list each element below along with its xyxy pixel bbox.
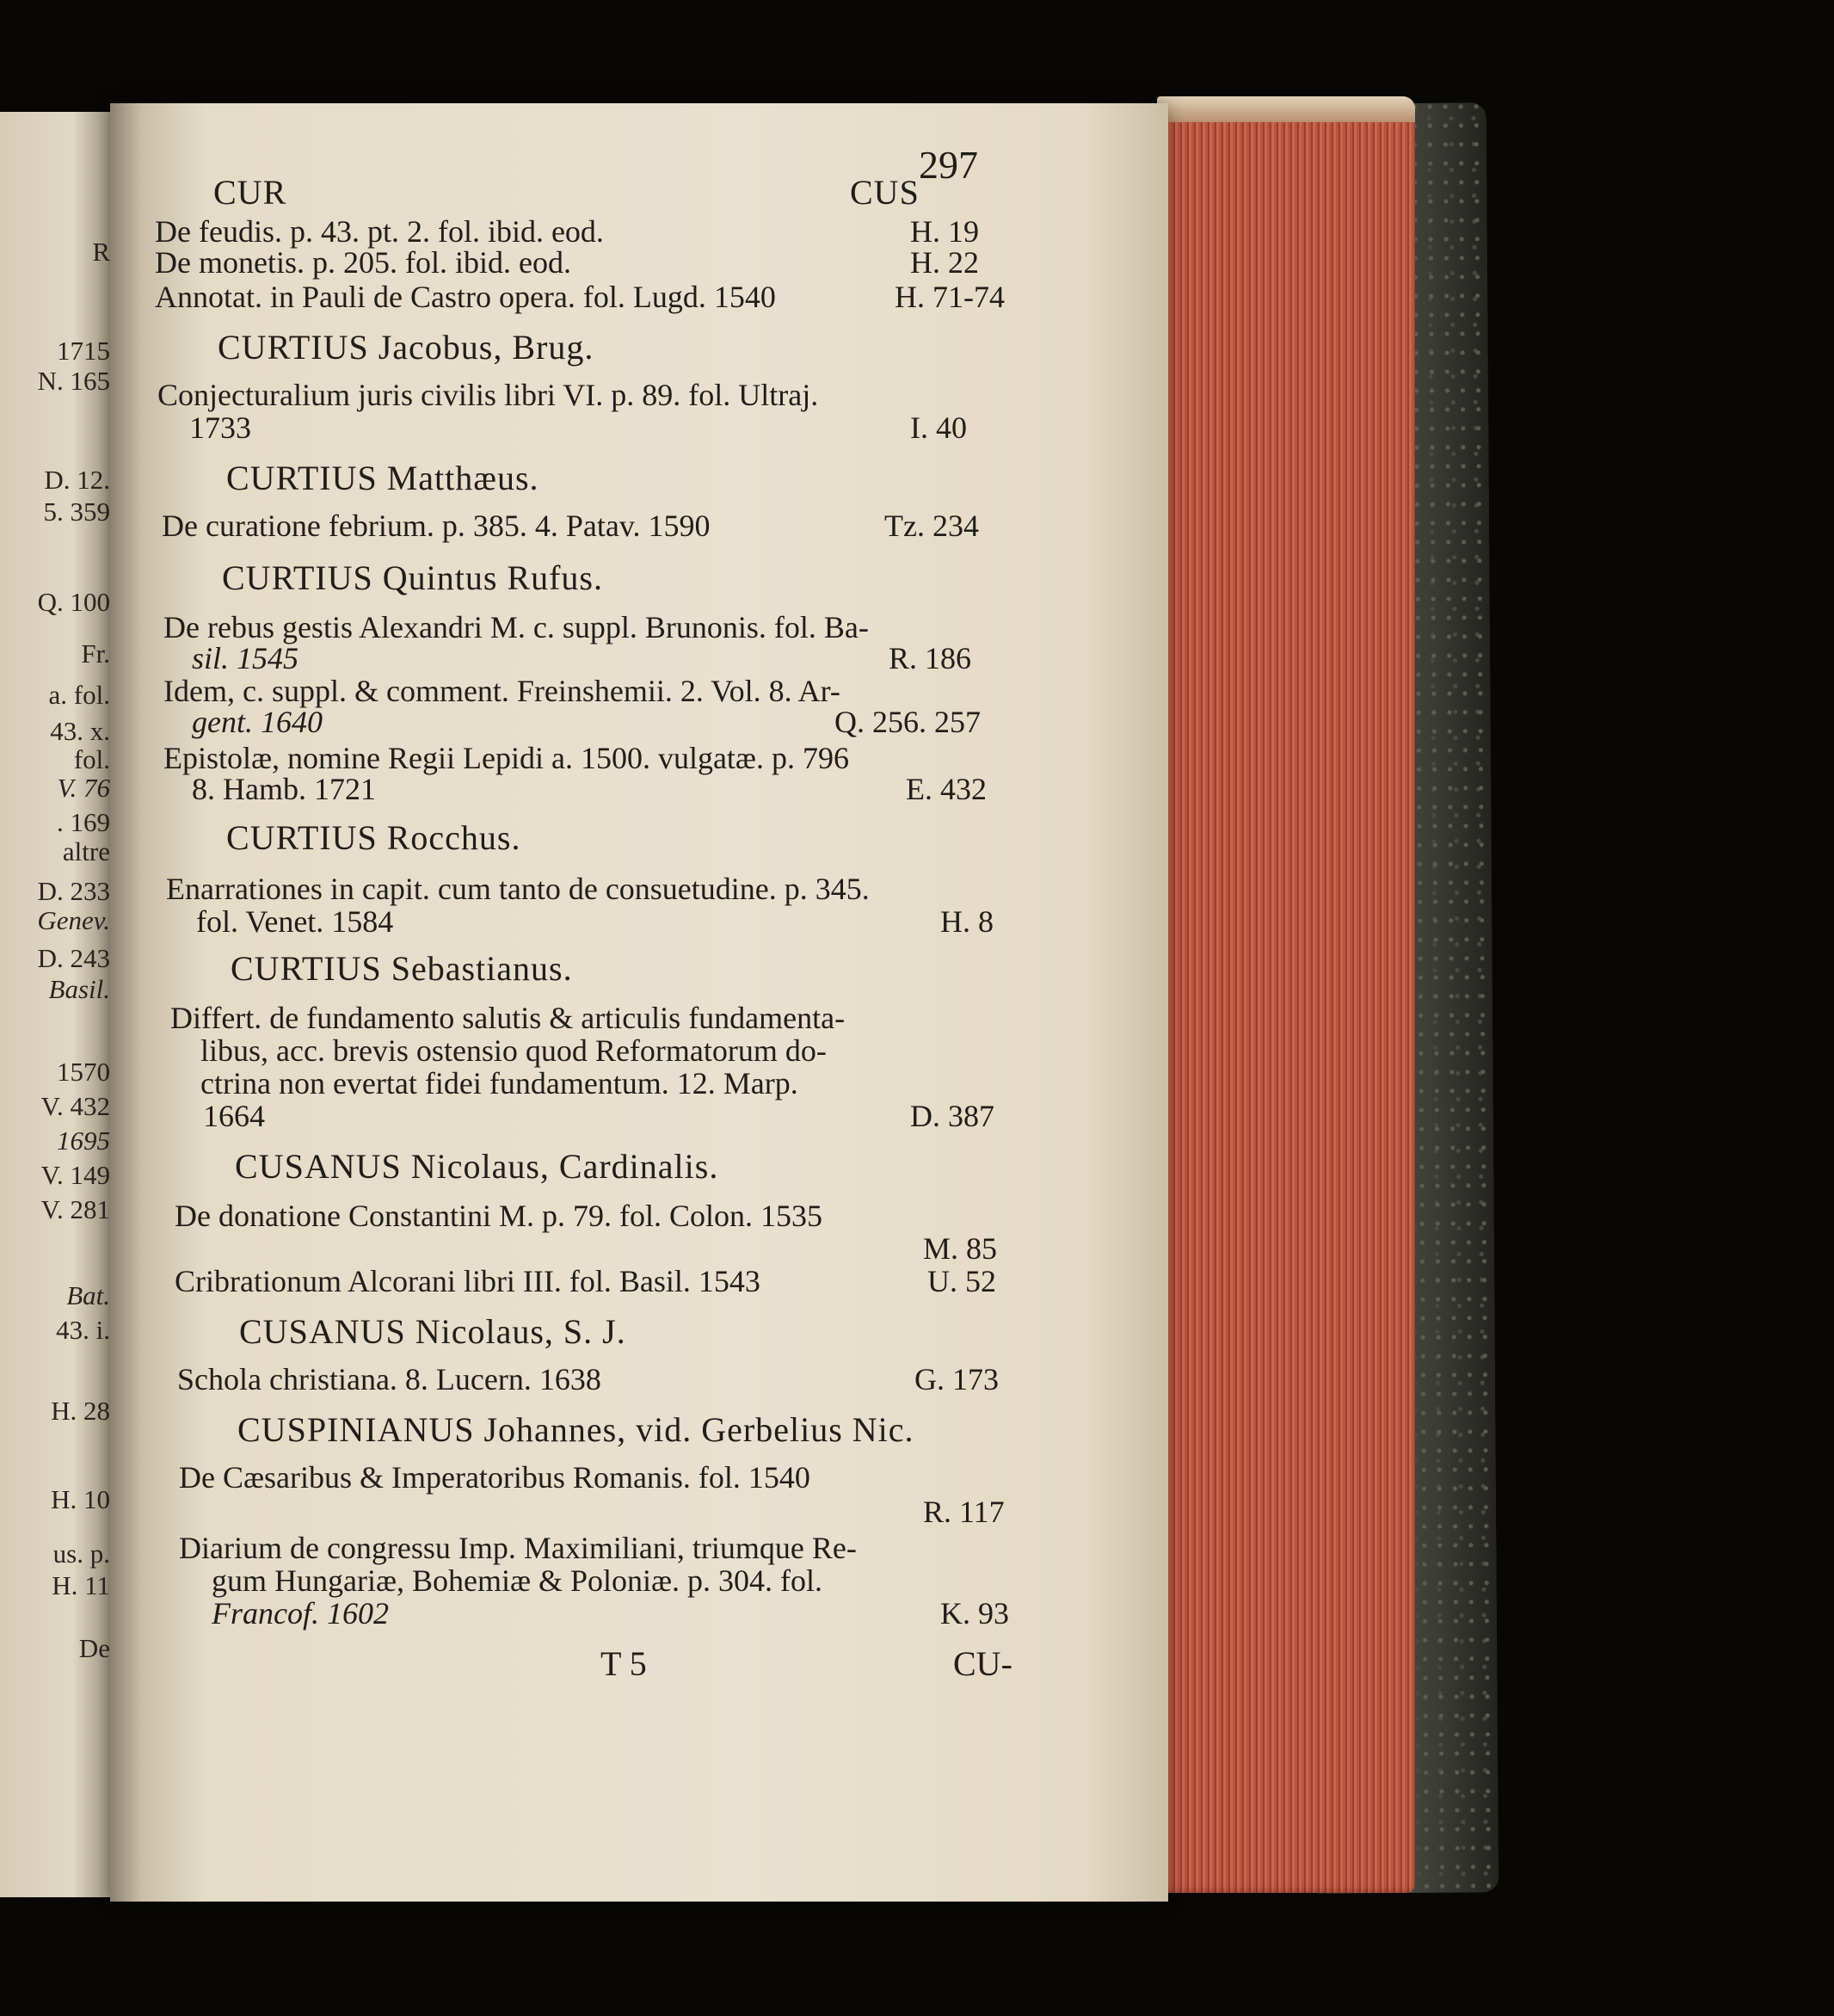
entry-ref: U. 52 (927, 1264, 996, 1298)
entry-continuation: gum Hungariæ, Bohemiæ & Poloniæ. p. 304. fol. (212, 1563, 823, 1598)
entry-text: De rebus gestis Alexandri M. c. suppl. Brunonis. fol. Ba- (163, 610, 869, 644)
author-heading: CURTIUS Jacobus, Brug. (218, 328, 594, 367)
left-fragment: D. 233 (37, 876, 110, 906)
entry-text: Cribrationum Alcorani libri III. fol. Basil. 1543 (175, 1264, 760, 1298)
entry-text: De feudis. p. 43. pt. 2. fol. ibid. eod. (155, 214, 604, 249)
entry-text: Idem, c. suppl. & comment. Freinshemii. 2. Vol. 8. Ar- (163, 674, 840, 708)
left-fragment: D. 243 (37, 943, 110, 973)
left-fragment: V. 149 (40, 1160, 110, 1190)
left-fragment: 1695 (57, 1125, 110, 1156)
author-heading: CURTIUS Matthæus. (226, 459, 539, 497)
signature-mark: T 5 (600, 1644, 647, 1683)
running-head-left: CUR (213, 173, 287, 212)
catchword: CU- (953, 1644, 1012, 1683)
author-heading: CURTIUS Sebastianus. (231, 949, 573, 988)
page-edges-top (1157, 96, 1415, 122)
entry-continuation: fol. Venet. 1584 (196, 904, 394, 939)
entry-ref: K. 93 (940, 1596, 1009, 1631)
entry-text: De curatione febrium. p. 385. 4. Patav. 1590 (162, 509, 711, 543)
entry-text: Conjecturalium juris civilis libri VI. p. 89. fol. Ultraj. (157, 378, 819, 412)
right-page (110, 103, 1168, 1902)
entry-text: Differt. de fundamento salutis & articulis fundamenta- (170, 1001, 846, 1035)
entry-continuation: sil. 1545 (192, 641, 299, 675)
entry-text: Diarium de congressu Imp. Maximiliani, triumque Re- (179, 1531, 857, 1565)
page-number: 297 (919, 143, 978, 187)
entry-ref: R. 186 (889, 641, 972, 675)
left-fragment: 5. 359 (43, 496, 110, 527)
author-heading: CUSANUS Nicolaus, S. J. (239, 1312, 626, 1351)
left-fragment: De (78, 1633, 110, 1663)
left-fragment: V. 432 (40, 1091, 110, 1121)
author-heading: CURTIUS Quintus Rufus. (222, 558, 603, 597)
entry-continuation: ctrina non evertat fidei fundamentum. 12. Marp. (200, 1066, 798, 1100)
page-edges (1157, 103, 1415, 1893)
entry-text: De Cæsaribus & Imperatoribus Romanis. fol. 1540 (179, 1460, 810, 1495)
entry-continuation: 8. Hamb. 1721 (192, 772, 376, 806)
entry-ref: D. 387 (910, 1099, 994, 1133)
running-head-right: CUS (850, 173, 920, 212)
entry-continuation: Francof. 1602 (212, 1596, 389, 1631)
left-fragment: D. 12. (44, 465, 110, 495)
left-fragment: N. 165 (37, 366, 110, 396)
entry-text: Annotat. in Pauli de Castro opera. fol. Lugd. 1540 (155, 280, 776, 314)
entry-ref: R. 117 (923, 1495, 1005, 1529)
left-fragment: Genev. (37, 905, 110, 935)
left-fragment: 43. x. (50, 716, 110, 746)
left-fragment: R (92, 237, 110, 267)
entry-text: Schola christiana. 8. Lucern. 1638 (177, 1362, 601, 1396)
left-fragment: Bat. (66, 1280, 110, 1310)
left-fragment: Fr. (81, 638, 110, 669)
left-fragment: 43. i. (56, 1315, 110, 1345)
entry-continuation: 1733 (189, 410, 251, 445)
entry-continuation: gent. 1640 (192, 705, 323, 739)
left-fragment: Q. 100 (37, 587, 110, 617)
left-fragment: 1715 (57, 336, 110, 366)
entry-text: Enarrationes in capit. cum tanto de consuetudine. p. 345. (166, 872, 870, 906)
entry-text: Epistolæ, nomine Regii Lepidi a. 1500. vulgatæ. p. 796 (163, 741, 849, 775)
left-fragment: 1570 (57, 1057, 110, 1087)
entry-ref: M. 85 (923, 1231, 998, 1266)
entry-ref: G. 173 (914, 1362, 999, 1396)
left-fragment: V. 76 (57, 773, 110, 803)
entry-ref: Tz. 234 (884, 509, 979, 543)
author-heading: CUSANUS Nicolaus, Cardinalis. (235, 1147, 719, 1186)
left-fragment: . 169 (57, 807, 110, 837)
entry-ref: H. 71-74 (895, 280, 1005, 314)
entry-ref: Q. 256. 257 (834, 705, 981, 739)
entry-ref: E. 432 (906, 772, 987, 806)
author-heading: CUSPINIANUS Johannes, vid. Gerbelius Nic. (237, 1410, 914, 1449)
left-fragment: V. 281 (40, 1194, 110, 1224)
entry-ref: H. 22 (910, 245, 979, 280)
author-heading: CURTIUS Rocchus. (226, 818, 521, 857)
entry-continuation: 1664 (203, 1099, 265, 1133)
entry-text: De monetis. p. 205. fol. ibid. eod. (155, 245, 571, 280)
entry-ref: H. 19 (910, 214, 979, 249)
left-fragment: us. p. (52, 1538, 110, 1569)
left-page (0, 112, 120, 1897)
entry-ref: H. 8 (940, 904, 994, 939)
left-fragment: H. 11 (52, 1570, 110, 1600)
entry-text: De donatione Constantini M. p. 79. fol. Colon. 1535 (175, 1199, 822, 1233)
left-fragment: altre (62, 836, 110, 866)
left-fragment: Basil. (48, 974, 110, 1004)
entry-ref: I. 40 (910, 410, 967, 445)
left-fragment: H. 10 (51, 1484, 110, 1514)
left-fragment: H. 28 (51, 1396, 110, 1426)
left-fragment: a. fol. (48, 680, 110, 710)
entry-continuation: libus, acc. brevis ostensio quod Reformatorum do- (200, 1033, 827, 1068)
left-fragment: fol. (73, 744, 110, 774)
